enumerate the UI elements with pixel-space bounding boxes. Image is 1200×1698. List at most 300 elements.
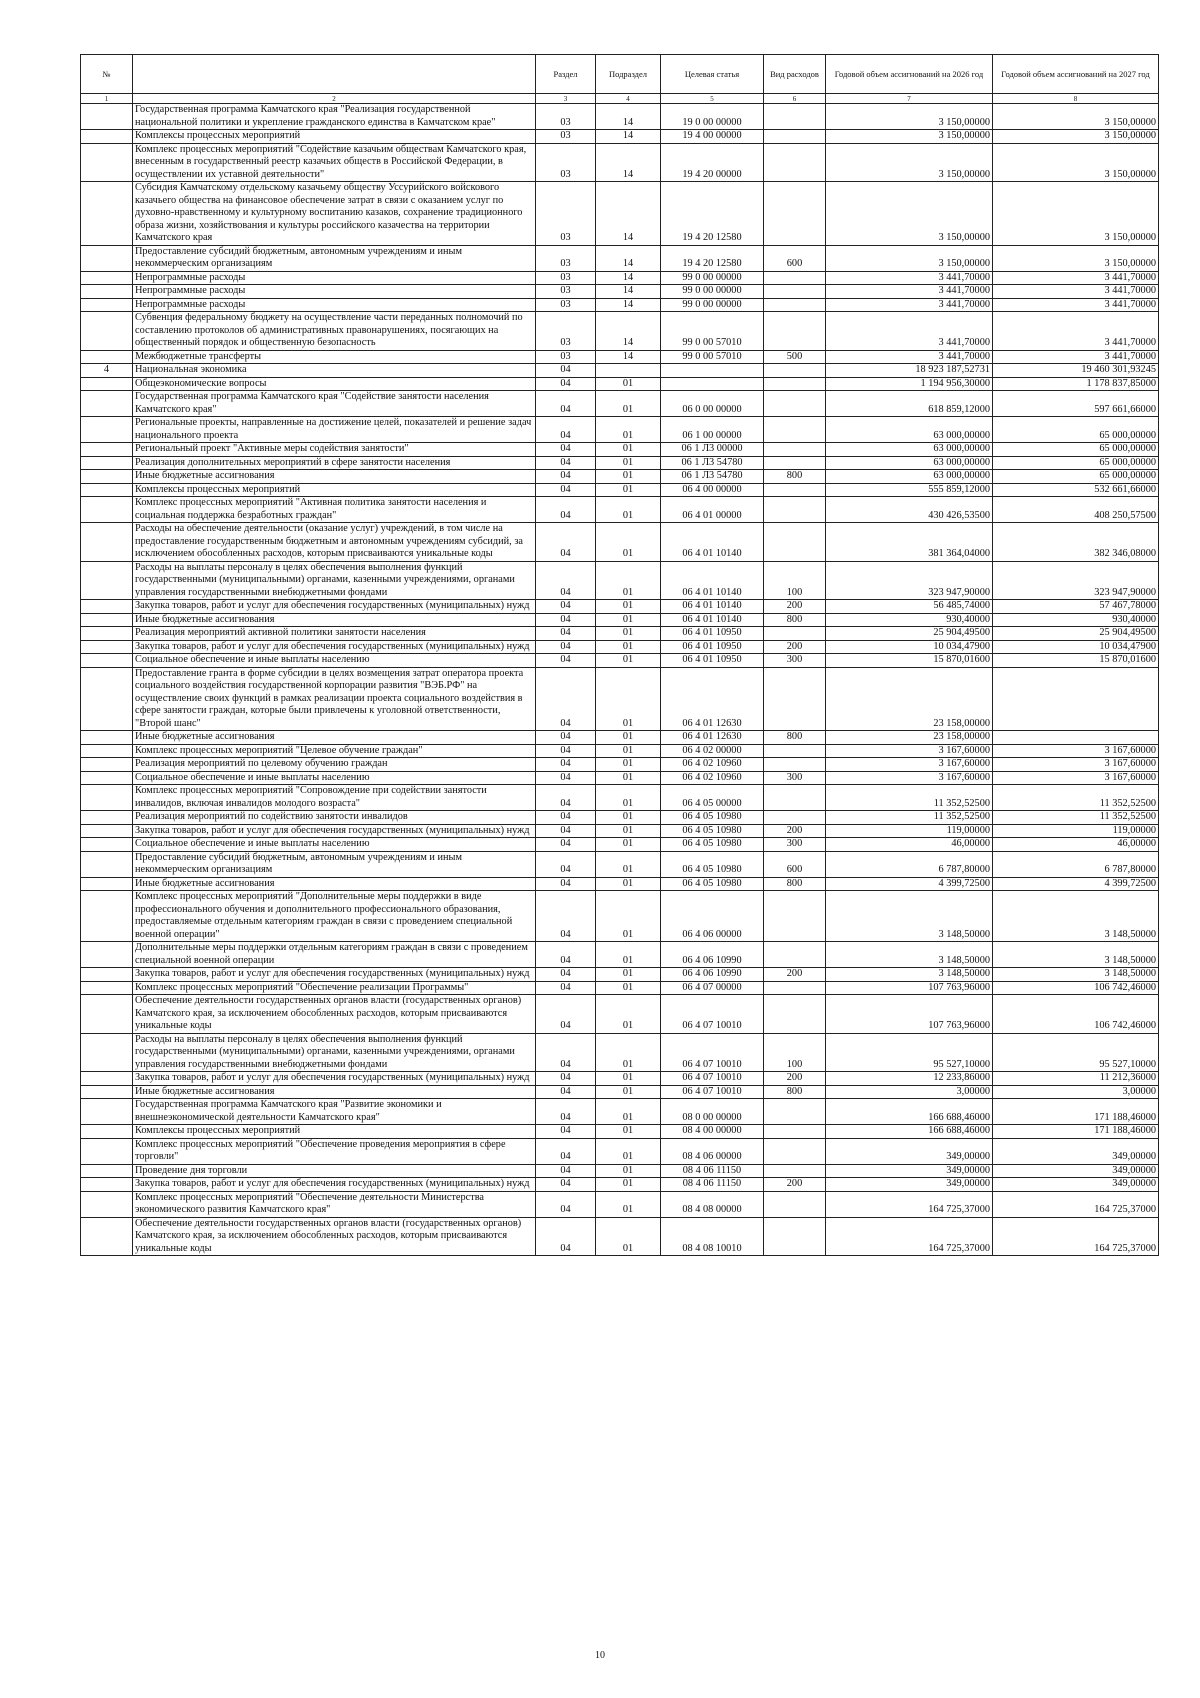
row-name: Закупка товаров, работ и услуг для обеспечения государственных (муниципальных) нужд (133, 1072, 536, 1086)
row-name: Закупка товаров, работ и услуг для обеспечения государственных (муниципальных) нужд (133, 968, 536, 982)
row-number (81, 891, 133, 942)
row-amount-2027: 119,00000 (993, 824, 1159, 838)
row-number (81, 627, 133, 641)
table-row (81, 245, 1159, 271)
row-expense-type: 200 (764, 600, 826, 614)
row-subsection: 01 (596, 811, 661, 825)
table-row (81, 523, 1159, 562)
row-amount-2026: 11 352,52500 (826, 785, 993, 811)
row-target-code: 06 4 01 10140 (661, 600, 764, 614)
row-subsection: 01 (596, 1099, 661, 1125)
row-name: Общеэкономические вопросы (133, 377, 536, 391)
row-number (81, 640, 133, 654)
row-section: 04 (536, 364, 596, 378)
row-section: 03 (536, 104, 596, 130)
row-section: 04 (536, 443, 596, 457)
row-target-code: 06 4 05 10980 (661, 851, 764, 877)
row-amount-2026: 3 441,70000 (826, 312, 993, 351)
row-number (81, 654, 133, 668)
row-target-code: 06 4 01 10140 (661, 523, 764, 562)
row-amount-2026: 3 150,00000 (826, 104, 993, 130)
table-row (81, 627, 1159, 641)
row-amount-2027 (993, 667, 1159, 731)
row-amount-2027: 65 000,00000 (993, 456, 1159, 470)
row-expense-type: 800 (764, 731, 826, 745)
row-number (81, 350, 133, 364)
table-row (81, 1217, 1159, 1256)
row-section: 03 (536, 143, 596, 182)
row-amount-2027: 11 352,52500 (993, 811, 1159, 825)
row-name: Региональный проект "Активные меры содействия занятости" (133, 443, 536, 457)
table-row (81, 785, 1159, 811)
row-amount-2027: 46,00000 (993, 838, 1159, 852)
row-section: 04 (536, 838, 596, 852)
row-section: 04 (536, 613, 596, 627)
row-subsection: 01 (596, 377, 661, 391)
row-amount-2027: 3 150,00000 (993, 245, 1159, 271)
row-name: Социальное обеспечение и иные выплаты населению (133, 654, 536, 668)
row-name: Предоставление субсидий бюджетным, автономным учреждениям и иным некоммерческим организациям (133, 245, 536, 271)
row-name: Реализация мероприятий по целевому обучению граждан (133, 758, 536, 772)
row-amount-2026: 3 441,70000 (826, 350, 993, 364)
table-row (81, 1033, 1159, 1072)
row-amount-2027: 57 467,78000 (993, 600, 1159, 614)
table-row (81, 811, 1159, 825)
row-section: 04 (536, 1072, 596, 1086)
row-name: Закупка товаров, работ и услуг для обеспечения государственных (муниципальных) нужд (133, 1178, 536, 1192)
table-row (81, 417, 1159, 443)
row-amount-2026: 349,00000 (826, 1138, 993, 1164)
row-target-code: 06 4 01 10140 (661, 561, 764, 600)
col-index: 3 (536, 94, 596, 104)
col-header-amount-2026: Годовой объем ассигнований на 2026 год (826, 55, 993, 94)
row-expense-type (764, 298, 826, 312)
row-name: Иные бюджетные ассигнования (133, 613, 536, 627)
row-amount-2027: 930,40000 (993, 613, 1159, 627)
row-subsection: 01 (596, 785, 661, 811)
row-number (81, 785, 133, 811)
row-section: 03 (536, 182, 596, 246)
row-number (81, 143, 133, 182)
row-name: Реализация мероприятий по содействию занятости инвалидов (133, 811, 536, 825)
row-target-code: 06 4 05 10980 (661, 811, 764, 825)
row-amount-2026: 3 441,70000 (826, 285, 993, 299)
row-amount-2026: 3 148,50000 (826, 891, 993, 942)
row-target-code: 06 1 Л3 00000 (661, 443, 764, 457)
row-expense-type (764, 1217, 826, 1256)
col-header-amount-2027: Годовой объем ассигнований на 2027 год (993, 55, 1159, 94)
row-target-code: 08 4 08 00000 (661, 1191, 764, 1217)
row-target-code: 06 4 01 12630 (661, 731, 764, 745)
row-target-code: 99 0 00 57010 (661, 350, 764, 364)
row-amount-2026: 15 870,01600 (826, 654, 993, 668)
row-amount-2026: 430 426,53500 (826, 497, 993, 523)
row-subsection: 01 (596, 470, 661, 484)
row-subsection: 14 (596, 285, 661, 299)
col-index: 6 (764, 94, 826, 104)
col-header-section: Раздел (536, 55, 596, 94)
row-target-code: 06 4 06 00000 (661, 891, 764, 942)
row-number (81, 667, 133, 731)
row-subsection: 01 (596, 640, 661, 654)
row-number (81, 417, 133, 443)
row-section: 03 (536, 271, 596, 285)
table-row (81, 1085, 1159, 1099)
row-amount-2026: 63 000,00000 (826, 443, 993, 457)
col-index: 4 (596, 94, 661, 104)
row-number (81, 1072, 133, 1086)
table-row (81, 470, 1159, 484)
row-section: 03 (536, 298, 596, 312)
row-amount-2026: 6 787,80000 (826, 851, 993, 877)
row-target-code: 06 4 07 10010 (661, 1085, 764, 1099)
row-number (81, 523, 133, 562)
row-amount-2026: 930,40000 (826, 613, 993, 627)
row-subsection: 01 (596, 981, 661, 995)
row-name: Субвенция федеральному бюджету на осуществление части переданных полномочий по составлению протоколов об административных правонарушениях, посягающих на общественный порядок и общественную безопасность (133, 312, 536, 351)
row-amount-2026: 3 167,60000 (826, 771, 993, 785)
table-row (81, 1191, 1159, 1217)
row-name: Закупка товаров, работ и услуг для обеспечения государственных (муниципальных) нужд (133, 824, 536, 838)
row-amount-2027: 3 148,50000 (993, 968, 1159, 982)
row-section: 04 (536, 1217, 596, 1256)
row-subsection: 01 (596, 1164, 661, 1178)
table-row (81, 877, 1159, 891)
row-expense-type (764, 523, 826, 562)
row-number (81, 1125, 133, 1139)
row-name: Комплекс процессных мероприятий "Обеспечение реализации Программы" (133, 981, 536, 995)
table-row (81, 350, 1159, 364)
row-amount-2027: 11 352,52500 (993, 785, 1159, 811)
row-section: 04 (536, 1191, 596, 1217)
row-subsection: 01 (596, 1191, 661, 1217)
row-name: Расходы на выплаты персоналу в целях обеспечения выполнения функций государственными (муниципальными) органами, казенными учреждениями, органами управления государственными внебюджетными фондами (133, 1033, 536, 1072)
row-expense-type (764, 456, 826, 470)
row-name: Иные бюджетные ассигнования (133, 731, 536, 745)
row-expense-type: 200 (764, 640, 826, 654)
row-subsection: 01 (596, 731, 661, 745)
table-row (81, 1072, 1159, 1086)
row-amount-2027: 3 441,70000 (993, 312, 1159, 351)
row-number (81, 285, 133, 299)
row-expense-type (764, 497, 826, 523)
row-name: Государственная программа Камчатского края "Содействие занятости населения Камчатского края" (133, 391, 536, 417)
row-name: Иные бюджетные ассигнования (133, 1085, 536, 1099)
row-number (81, 245, 133, 271)
row-subsection: 01 (596, 851, 661, 877)
row-section: 04 (536, 470, 596, 484)
row-section: 04 (536, 391, 596, 417)
row-expense-type (764, 785, 826, 811)
row-name: Дополнительные меры поддержки отдельным категориям граждан в связи с проведением специальной военной операции (133, 942, 536, 968)
table-row (81, 824, 1159, 838)
row-name: Расходы на выплаты персоналу в целях обеспечения выполнения функций государственными (муниципальными) органами, казенными учреждениями, органами управления государственными внебюджетными фондами (133, 561, 536, 600)
row-expense-type: 300 (764, 771, 826, 785)
row-amount-2026: 3 167,60000 (826, 744, 993, 758)
row-section: 04 (536, 1164, 596, 1178)
row-section: 04 (536, 1099, 596, 1125)
row-amount-2026: 3 148,50000 (826, 942, 993, 968)
row-name: Государственная программа Камчатского края "Реализация государственной национальной политики и укрепление гражданского единства в Камчатском крае" (133, 104, 536, 130)
table-row (81, 182, 1159, 246)
row-amount-2027: 408 250,57500 (993, 497, 1159, 523)
row-amount-2026: 555 859,12000 (826, 483, 993, 497)
row-number (81, 391, 133, 417)
row-number (81, 744, 133, 758)
row-target-code: 08 4 06 00000 (661, 1138, 764, 1164)
row-subsection: 01 (596, 891, 661, 942)
row-name: Комплекс процессных мероприятий "Обеспечение деятельности Министерства экономического развития Камчатского края" (133, 1191, 536, 1217)
row-number (81, 561, 133, 600)
row-amount-2026: 23 158,00000 (826, 731, 993, 745)
row-section: 04 (536, 417, 596, 443)
table-row (81, 443, 1159, 457)
row-subsection: 14 (596, 312, 661, 351)
row-subsection: 01 (596, 942, 661, 968)
table-row (81, 1125, 1159, 1139)
row-expense-type (764, 1125, 826, 1139)
row-subsection: 01 (596, 561, 661, 600)
row-amount-2027: 10 034,47900 (993, 640, 1159, 654)
row-section: 04 (536, 731, 596, 745)
row-target-code: 06 1 00 00000 (661, 417, 764, 443)
row-expense-type (764, 417, 826, 443)
row-amount-2026: 3 441,70000 (826, 298, 993, 312)
row-expense-type: 600 (764, 245, 826, 271)
row-subsection (596, 364, 661, 378)
table-body (81, 104, 1159, 1256)
row-number (81, 1033, 133, 1072)
row-section: 04 (536, 785, 596, 811)
row-section: 03 (536, 285, 596, 299)
row-number (81, 1085, 133, 1099)
table-row (81, 483, 1159, 497)
table-row (81, 838, 1159, 852)
row-amount-2026: 323 947,90000 (826, 561, 993, 600)
table-row (81, 1178, 1159, 1192)
row-amount-2026: 95 527,10000 (826, 1033, 993, 1072)
row-section: 04 (536, 981, 596, 995)
table-row (81, 298, 1159, 312)
row-number (81, 995, 133, 1034)
row-subsection: 14 (596, 271, 661, 285)
page-number: 10 (595, 1650, 605, 1661)
row-expense-type: 800 (764, 470, 826, 484)
row-amount-2026: 63 000,00000 (826, 470, 993, 484)
row-subsection: 01 (596, 600, 661, 614)
row-number (81, 104, 133, 130)
row-name: Региональные проекты, направленные на достижение целей, показателей и решение задач национального проекта (133, 417, 536, 443)
table-row (81, 744, 1159, 758)
row-number (81, 731, 133, 745)
row-target-code: 06 4 01 10950 (661, 654, 764, 668)
row-expense-type: 200 (764, 824, 826, 838)
row-section: 04 (536, 744, 596, 758)
row-name: Комплексы процессных мероприятий (133, 130, 536, 144)
row-section: 04 (536, 627, 596, 641)
row-name: Государственная программа Камчатского края "Развитие экономики и внешнеэкономической деятельности Камчатского края" (133, 1099, 536, 1125)
row-subsection: 01 (596, 1217, 661, 1256)
row-name: Межбюджетные трансферты (133, 350, 536, 364)
row-expense-type (764, 995, 826, 1034)
row-subsection: 01 (596, 391, 661, 417)
row-amount-2027: 3 441,70000 (993, 285, 1159, 299)
table-row (81, 130, 1159, 144)
row-amount-2027: 15 870,01600 (993, 654, 1159, 668)
row-target-code: 06 4 06 10990 (661, 968, 764, 982)
row-name: Национальная экономика (133, 364, 536, 378)
row-amount-2026: 12 233,86000 (826, 1072, 993, 1086)
row-name: Социальное обеспечение и иные выплаты населению (133, 838, 536, 852)
row-target-code: 08 4 06 11150 (661, 1178, 764, 1192)
row-number (81, 1191, 133, 1217)
row-target-code: 06 1 Л3 54780 (661, 456, 764, 470)
row-expense-type (764, 758, 826, 772)
row-subsection: 01 (596, 497, 661, 523)
row-number (81, 613, 133, 627)
row-number (81, 130, 133, 144)
row-amount-2026: 3 150,00000 (826, 182, 993, 246)
row-subsection: 01 (596, 654, 661, 668)
row-target-code: 19 0 00 00000 (661, 104, 764, 130)
row-number (81, 470, 133, 484)
row-amount-2026: 3 150,00000 (826, 143, 993, 182)
row-expense-type: 500 (764, 350, 826, 364)
row-amount-2027: 25 904,49500 (993, 627, 1159, 641)
table-row (81, 758, 1159, 772)
table-row (81, 968, 1159, 982)
row-target-code: 06 4 06 10990 (661, 942, 764, 968)
row-amount-2026: 18 923 187,52731 (826, 364, 993, 378)
row-amount-2027: 532 661,66000 (993, 483, 1159, 497)
row-amount-2026: 381 364,04000 (826, 523, 993, 562)
row-name: Проведение дня торговли (133, 1164, 536, 1178)
row-expense-type (764, 1138, 826, 1164)
row-target-code: 06 4 01 10950 (661, 640, 764, 654)
col-header-target: Целевая статья (661, 55, 764, 94)
row-expense-type (764, 811, 826, 825)
row-section: 04 (536, 877, 596, 891)
row-section: 04 (536, 483, 596, 497)
row-name: Иные бюджетные ассигнования (133, 877, 536, 891)
row-amount-2026: 10 034,47900 (826, 640, 993, 654)
row-expense-type (764, 483, 826, 497)
row-target-code: 99 0 00 00000 (661, 285, 764, 299)
table-row (81, 771, 1159, 785)
row-amount-2027 (993, 731, 1159, 745)
col-index: 8 (993, 94, 1159, 104)
table-row (81, 271, 1159, 285)
row-target-code (661, 364, 764, 378)
row-section: 04 (536, 891, 596, 942)
row-amount-2027: 349,00000 (993, 1164, 1159, 1178)
row-number (81, 877, 133, 891)
row-target-code: 19 4 00 00000 (661, 130, 764, 144)
row-expense-type: 800 (764, 1085, 826, 1099)
row-target-code: 06 4 02 10960 (661, 771, 764, 785)
row-expense-type: 200 (764, 968, 826, 982)
row-amount-2027: 3 150,00000 (993, 130, 1159, 144)
row-section: 04 (536, 640, 596, 654)
row-subsection: 01 (596, 456, 661, 470)
row-name: Комплекс процессных мероприятий "Обеспечение проведения мероприятия в сфере торговли" (133, 1138, 536, 1164)
row-amount-2026: 63 000,00000 (826, 456, 993, 470)
row-amount-2027: 106 742,46000 (993, 995, 1159, 1034)
row-name: Комплекс процессных мероприятий "Активная политика занятости населения и социальная поддержка безработных граждан" (133, 497, 536, 523)
row-amount-2027: 349,00000 (993, 1178, 1159, 1192)
row-amount-2026: 349,00000 (826, 1178, 993, 1192)
row-expense-type (764, 1099, 826, 1125)
table-row (81, 640, 1159, 654)
row-expense-type: 600 (764, 851, 826, 877)
row-amount-2026: 23 158,00000 (826, 667, 993, 731)
row-amount-2027: 4 399,72500 (993, 877, 1159, 891)
table-row (81, 377, 1159, 391)
row-subsection: 01 (596, 744, 661, 758)
row-name: Закупка товаров, работ и услуг для обеспечения государственных (муниципальных) нужд (133, 640, 536, 654)
table-row (81, 613, 1159, 627)
row-amount-2027: 3,00000 (993, 1085, 1159, 1099)
row-amount-2026: 11 352,52500 (826, 811, 993, 825)
table-row (81, 364, 1159, 378)
row-amount-2027: 382 346,08000 (993, 523, 1159, 562)
row-section: 04 (536, 995, 596, 1034)
row-subsection: 01 (596, 613, 661, 627)
table-row (81, 981, 1159, 995)
row-name: Социальное обеспечение и иные выплаты населению (133, 771, 536, 785)
col-index: 5 (661, 94, 764, 104)
row-name: Обеспечение деятельности государственных органов власти (государственных органов) Камчатского края, за исключением обособленных расходов, которым присваиваются уникальные коды (133, 995, 536, 1034)
row-target-code: 06 4 05 10980 (661, 824, 764, 838)
table-row (81, 667, 1159, 731)
row-subsection: 14 (596, 245, 661, 271)
row-target-code: 99 0 00 00000 (661, 298, 764, 312)
row-subsection: 01 (596, 1033, 661, 1072)
row-expense-type (764, 182, 826, 246)
row-target-code: 06 4 07 10010 (661, 1033, 764, 1072)
row-amount-2027: 95 527,10000 (993, 1033, 1159, 1072)
row-section: 04 (536, 523, 596, 562)
row-subsection: 01 (596, 838, 661, 852)
table-row (81, 654, 1159, 668)
row-section: 04 (536, 1125, 596, 1139)
row-number (81, 312, 133, 351)
row-target-code: 06 4 01 10950 (661, 627, 764, 641)
row-amount-2027: 65 000,00000 (993, 417, 1159, 443)
table-row (81, 731, 1159, 745)
row-section: 03 (536, 312, 596, 351)
table-row (81, 561, 1159, 600)
budget-table (80, 54, 1159, 1256)
row-name: Комплекс процессных мероприятий "Сопровождение при содействии занятости инвалидов, включая инвалидов молодого возраста" (133, 785, 536, 811)
row-subsection: 01 (596, 968, 661, 982)
row-target-code: 06 4 02 10960 (661, 758, 764, 772)
row-expense-type (764, 744, 826, 758)
row-target-code: 06 4 07 10010 (661, 1072, 764, 1086)
row-subsection: 14 (596, 143, 661, 182)
row-name: Непрограммные расходы (133, 285, 536, 299)
row-target-code: 06 0 00 00000 (661, 391, 764, 417)
table-row (81, 942, 1159, 968)
row-number (81, 942, 133, 968)
row-target-code: 06 1 Л3 54780 (661, 470, 764, 484)
row-expense-type: 300 (764, 654, 826, 668)
row-expense-type: 200 (764, 1072, 826, 1086)
row-section: 03 (536, 245, 596, 271)
row-amount-2027: 3 441,70000 (993, 298, 1159, 312)
row-number (81, 1217, 133, 1256)
row-name: Предоставление субсидий бюджетным, автономным учреждениям и иным некоммерческим организациям (133, 851, 536, 877)
